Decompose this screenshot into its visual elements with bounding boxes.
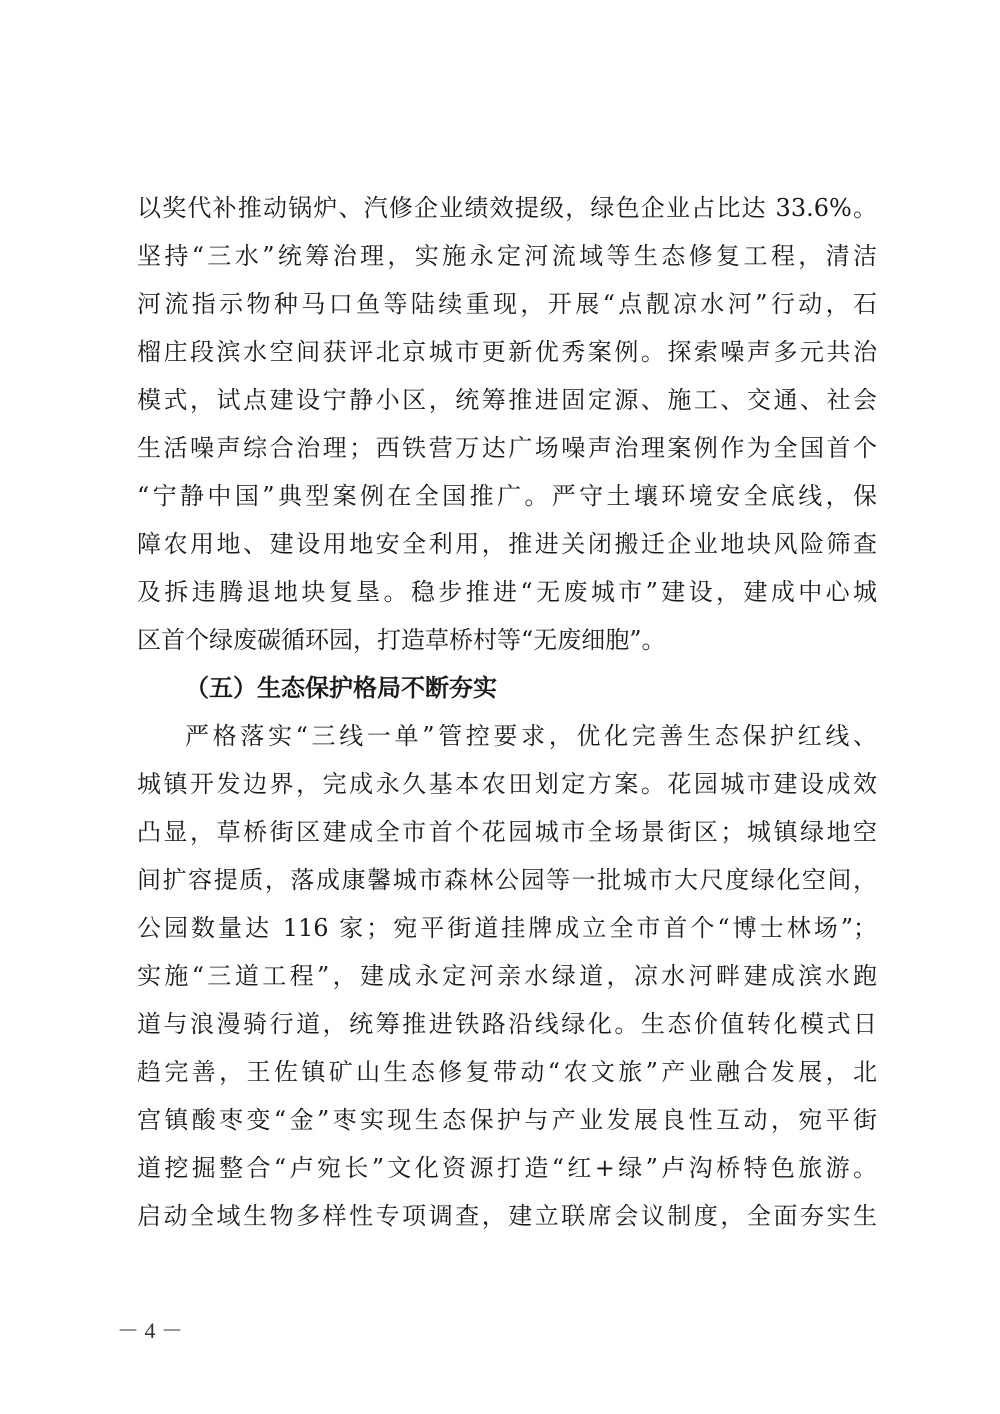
text-line: 坚持“三水”统筹治理，实施永定河流域等生态修复工程，清洁 (137, 242, 877, 270)
text-line: 启动全域生物多样性专项调查，建立联席会议制度，全面夯实生 (137, 1202, 877, 1230)
text-line: 河流指示物种马口鱼等陆续重现，开展“点靓凉水河”行动，石 (137, 290, 877, 318)
text-line: 榴庄段滨水空间获评北京城市更新优秀案例。探索噪声多元共治 (137, 338, 877, 366)
text-line: 公园数量达 116 家；宛平街道挂牌成立全市首个“博士林场”； (137, 914, 877, 942)
text-line: 及拆违腾退地块复垦。稳步推进“无废城市”建设，建成中心城 (137, 578, 877, 606)
text-line: 区首个绿废碳循环园，打造草桥村等“无废细胞”。 (137, 626, 666, 654)
text-line: 生活噪声综合治理；西铁营万达广场噪声治理案例作为全国首个 (137, 434, 877, 462)
text-line: 凸显，草桥街区建成全市首个花园城市全场景街区；城镇绿地空 (137, 818, 877, 846)
text-line: 道与浪漫骑行道，统筹推进铁路沿线绿化。生态价值转化模式日 (137, 1010, 877, 1038)
section-heading: （五）生态保护格局不断夯实 (185, 674, 497, 702)
text-line: 道挖掘整合“卢宛长”文化资源打造“红+绿”卢沟桥特色旅游。 (137, 1154, 877, 1182)
text-line: 以奖代补推动锅炉、汽修企业绩效提级，绿色企业占比达 33.6%。 (137, 194, 877, 222)
text-line: 严格落实“三线一单”管控要求，优化完善生态保护红线、 (185, 722, 877, 750)
page-number: － 4 － (116, 1318, 183, 1343)
text-line: 间扩容提质，落成康馨城市森林公园等一批城市大尺度绿化空间， (137, 866, 877, 894)
text-line: 障农用地、建设用地安全利用，推进关闭搬迁企业地块风险筛查 (137, 530, 877, 558)
text-line: 城镇开发边界，完成永久基本农田划定方案。花园城市建设成效 (137, 770, 877, 798)
text-line: 趋完善，王佐镇矿山生态修复带动“农文旅”产业融合发展，北 (137, 1058, 877, 1086)
text-line: 实施“三道工程”，建成永定河亲水绿道，凉水河畔建成滨水跑 (137, 962, 877, 990)
text-line: 宫镇酸枣变“金”枣实现生态保护与产业发展良性互动，宛平街 (137, 1106, 877, 1134)
text-line: 模式，试点建设宁静小区，统筹推进固定源、施工、交通、社会 (137, 386, 877, 414)
text-line: “宁静中国”典型案例在全国推广。严守土壤环境安全底线，保 (137, 482, 877, 510)
